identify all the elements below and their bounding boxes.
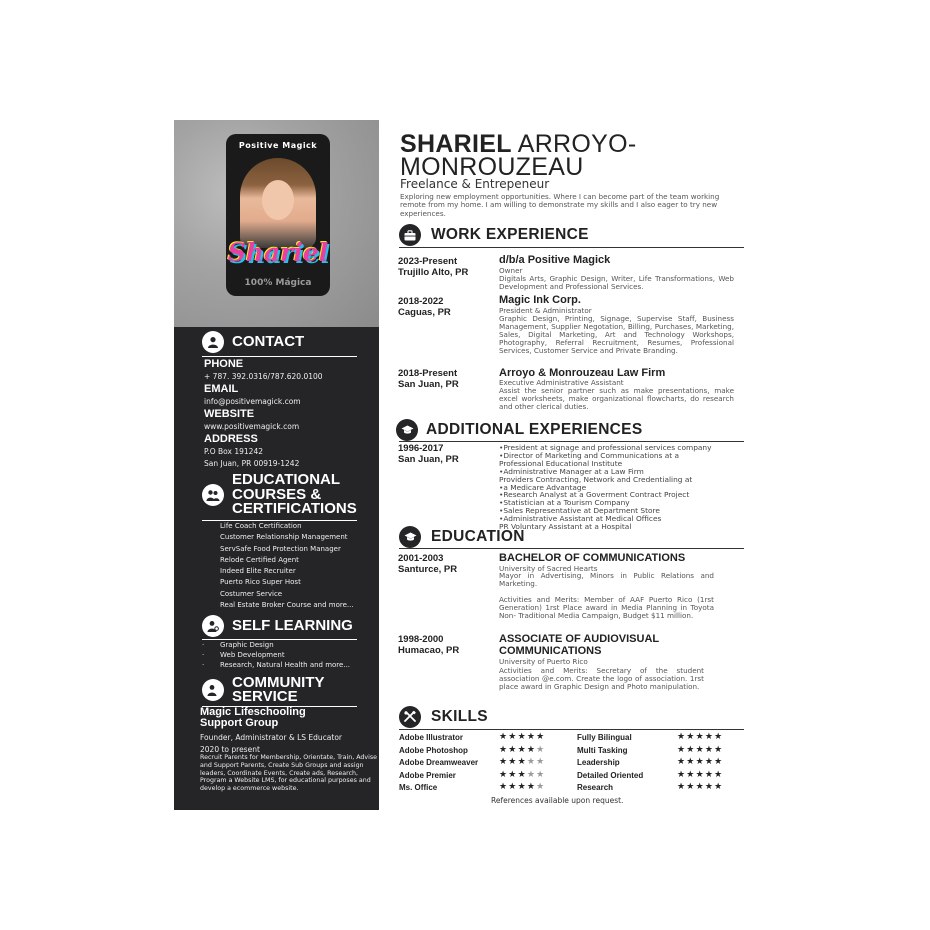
star-icon: ★ xyxy=(686,782,696,793)
star-icon: ★ xyxy=(536,744,546,755)
list-item: •Statistician at a Tourism Company xyxy=(499,498,630,508)
community-description: Recruit Parents for Membership, Orientate, Train, Advise and Support Parents, Create Sub Groups and assign leaders, Coordinate Events, Create ads, Research, Program a Website LMS, for educational purposes and develop a ecommerce website. xyxy=(200,754,378,793)
education-2-degree: ASSOCIATE OF AUDIOVISUAL COMMUNICATIONS xyxy=(499,633,659,657)
community-title xyxy=(232,676,325,704)
star-icon: ★ xyxy=(677,769,687,780)
person-heart-icon xyxy=(202,679,224,701)
list-item: Relode Certified Agent xyxy=(220,555,299,564)
website-value[interactable]: www.positivemagick.com xyxy=(204,422,300,431)
list-item: Life Coach Certification xyxy=(220,522,302,530)
skill-name: Detailed Oriented xyxy=(577,770,644,780)
star-icon: ★ xyxy=(508,732,518,742)
skill-name: Adobe Photoshop xyxy=(399,745,468,755)
list-item: · Research, Natural Health and more... xyxy=(202,660,350,670)
skill-name: Adobe Premier xyxy=(399,770,456,780)
star-icon: ★ xyxy=(695,782,705,793)
list-item: Puerto Rico Super Host xyxy=(220,578,301,587)
sidebar xyxy=(174,327,379,810)
star-icon: ★ xyxy=(508,757,518,768)
star-icon: ★ xyxy=(536,769,546,780)
tools-icon xyxy=(399,706,421,728)
skill-name: Ms. Office xyxy=(399,783,438,793)
community-title-line2: SERVICE xyxy=(232,688,298,705)
star-icon: ★ xyxy=(517,744,527,755)
community-role: Founder, Administrator & LS Educator xyxy=(200,733,343,742)
education-2-place: Humacao, PR xyxy=(398,645,460,656)
list-item: Professional Educational Institute xyxy=(499,458,623,468)
star-icon: ★ xyxy=(526,769,537,780)
community-org: Magic Lifeschooling Support Group xyxy=(200,706,306,729)
list-item: · Graphic Design xyxy=(202,640,350,650)
graduation-cap-icon xyxy=(396,419,418,441)
skill-rating xyxy=(499,757,545,769)
star-icon: ★ xyxy=(526,782,537,793)
address-line1: P.O Box 191242 xyxy=(204,447,263,456)
email-value[interactable]: info@positivemagick.com xyxy=(204,397,301,406)
star-icon: ★ xyxy=(686,769,696,780)
references-note: References available upon request. xyxy=(491,796,624,805)
star-icon: ★ xyxy=(714,732,724,742)
education-2-when xyxy=(398,634,459,656)
courses-title-line1: EDUCATIONAL xyxy=(232,471,341,488)
star-icon: ★ xyxy=(714,782,724,793)
contact-header xyxy=(202,331,304,353)
website-label: WEBSITE xyxy=(204,408,255,420)
list-item: •Administrative Assistant at Medical Offices xyxy=(499,514,662,524)
list-item: •Director of Marketing and Communications at a xyxy=(499,450,680,460)
work-1-description: Digitals Arts, Graphic Design, Writer, Life Transformations, Web Development and Professional Services. xyxy=(499,274,734,291)
work-title: WORK EXPERIENCE xyxy=(431,226,589,243)
star-icon: ★ xyxy=(704,744,715,755)
star-icon: ★ xyxy=(714,769,724,780)
star-icon: ★ xyxy=(508,769,518,780)
work-divider xyxy=(399,247,744,248)
star-icon: ★ xyxy=(704,757,715,768)
star-icon: ★ xyxy=(526,744,537,755)
candidate-role: Freelance & Entrepeneur xyxy=(400,177,550,191)
skill-rating xyxy=(677,732,723,744)
star-icon: ★ xyxy=(677,782,687,793)
additional-title: ADDITIONAL EXPERIENCES xyxy=(426,421,643,438)
additional-divider xyxy=(399,441,744,442)
star-icon: ★ xyxy=(714,757,724,768)
courses-header xyxy=(202,473,357,517)
community-header xyxy=(202,676,325,704)
work-2-period: 2018-2022 xyxy=(398,296,444,307)
courses-list xyxy=(220,521,354,611)
education-1-detail1: Mayor in Advertising, Minors in Public Relations and Marketing. xyxy=(499,571,714,588)
last-name-line2: MONROUZEAU xyxy=(400,153,584,181)
address-line2: San Juan, PR 00919-1242 xyxy=(204,459,300,468)
list-item: Customer Relationship Management xyxy=(220,533,348,542)
skill-rating xyxy=(677,770,723,782)
star-icon: ★ xyxy=(517,769,527,780)
skills-divider xyxy=(399,729,744,730)
person-icon xyxy=(202,331,224,353)
additional-when xyxy=(398,443,459,465)
skill-name: Adobe Dreamweaver xyxy=(399,758,479,768)
work-2-when xyxy=(398,296,451,318)
list-item: Providers Contracting, Network and Credentialing at xyxy=(499,474,693,484)
intro-text: Exploring new employment opportunities. Where I can become part of the team working remote from my home. I am willing to demonstrate my skills and I also eager to try new experiences. xyxy=(400,192,720,218)
list-item: •Sales Representative at Department Store xyxy=(499,506,660,516)
star-icon: ★ xyxy=(704,782,715,793)
list-item: PR Voluntary Assistant at a Hospital xyxy=(499,522,632,532)
work-3-when xyxy=(398,368,459,390)
star-icon: ★ xyxy=(508,744,518,755)
work-1-place: Trujillo Alto, PR xyxy=(398,267,469,278)
list-item: Indeed Elite Recruiter xyxy=(220,567,296,576)
star-icon: ★ xyxy=(686,732,696,742)
education-1-period: 2001-2003 xyxy=(398,553,444,564)
person-gear-icon xyxy=(202,615,224,637)
work-2-company: Magic Ink Corp. xyxy=(499,294,581,306)
list-item: ServSafe Food Protection Manager xyxy=(220,544,341,553)
star-icon: ★ xyxy=(517,757,527,768)
education-header xyxy=(399,526,525,548)
star-icon: ★ xyxy=(686,744,696,755)
work-header xyxy=(399,224,589,246)
photo-tagline: 100% Mágica xyxy=(244,278,312,288)
skill-rating xyxy=(499,782,545,794)
courses-title-line2: COURSES & xyxy=(232,485,322,503)
skill-rating xyxy=(677,757,723,769)
star-icon: ★ xyxy=(536,757,546,768)
star-icon: ★ xyxy=(677,732,687,742)
star-icon: ★ xyxy=(499,732,509,742)
list-item: •President at signage and professional services company xyxy=(499,443,712,452)
skill-name: Leadership xyxy=(577,758,620,768)
star-icon: ★ xyxy=(526,757,537,768)
skills-title: SKILLS xyxy=(431,708,488,725)
work-1-when xyxy=(398,256,468,278)
star-icon: ★ xyxy=(677,744,687,755)
work-2-description: Graphic Design, Printing, Signage, Supervise Staff, Business Management, Supplier Negotation, Billing, Purchases, Marketing, Sales, Digital Marketing, Art and Technology Workshops, Photography, Referral Recruitment, Resumes, Professional Services, Customer Service and Private Branding. xyxy=(499,314,734,355)
education-1-degree: BACHELOR OF COMMUNICATIONS xyxy=(499,552,686,564)
courses-title xyxy=(232,473,357,517)
star-icon: ★ xyxy=(695,744,705,755)
first-name: SHARIEL xyxy=(400,130,512,158)
people-icon xyxy=(202,484,224,506)
work-3-place: San Juan, PR xyxy=(398,379,459,390)
email-label: EMAIL xyxy=(204,383,239,395)
address-label: ADDRESS xyxy=(204,433,258,445)
skill-rating xyxy=(499,770,545,782)
education-1-detail2: Activities and Merits: Member of AAF Puerto Rico (1rst Generation) 1rst Place award in Media Planning in Toyota Non- Traditional Media Campaign, Budget $11 million. xyxy=(499,595,714,620)
skill-rating xyxy=(499,745,545,757)
star-icon: ★ xyxy=(499,782,509,793)
list-item: •a Medicare Advantage xyxy=(499,482,587,492)
skill-name: Multi Tasking xyxy=(577,745,628,755)
star-icon: ★ xyxy=(499,769,509,780)
list-item: Costumer Service xyxy=(220,589,283,598)
education-2-detail1: Activities and Merits: Secretary of the student association @e.com. Create the logo of association. 1rst place award in Graphic Design and Photo manipulation. xyxy=(499,666,704,691)
contact-divider xyxy=(202,356,357,357)
skill-rating xyxy=(499,732,545,744)
skill-name: Adobe Illustrator xyxy=(399,733,464,742)
additional-place: San Juan, PR xyxy=(398,454,459,465)
additional-period: 1996-2017 xyxy=(398,443,444,454)
star-icon: ★ xyxy=(686,757,696,768)
star-icon: ★ xyxy=(677,757,687,768)
star-icon: ★ xyxy=(695,769,705,780)
education-title: EDUCATION xyxy=(431,528,525,545)
work-1-period: 2023-Present xyxy=(398,256,458,267)
self-learning-title: SELF LEARNING xyxy=(232,617,353,634)
self-learning-list xyxy=(202,640,350,670)
courses-title-line3: CERTIFICATIONS xyxy=(232,500,357,517)
last-name-line1: ARROYO- xyxy=(517,130,637,158)
list-item: Real Estate Broker Course and more... xyxy=(220,601,354,610)
education-divider xyxy=(399,548,744,549)
graduation-cap-icon xyxy=(399,526,421,548)
community-date: 2020 to present xyxy=(200,745,260,754)
list-item: · Web Development xyxy=(202,650,350,660)
star-icon: ★ xyxy=(704,769,715,780)
star-icon: ★ xyxy=(714,744,724,755)
star-icon: ★ xyxy=(695,732,705,742)
brand-logo: Positive Magick xyxy=(238,141,318,150)
name-artwork: Shariel xyxy=(227,238,329,267)
self-learning-header xyxy=(202,615,353,637)
star-icon: ★ xyxy=(499,744,509,755)
star-icon: ★ xyxy=(704,732,715,742)
skill-rating xyxy=(677,745,723,757)
work-3-company: Arroyo & Monrouzeau Law Firm xyxy=(499,367,666,379)
work-1-company: d/b/a Positive Magick xyxy=(499,254,611,266)
photo-area xyxy=(174,120,379,327)
skill-name: Fully Bilingual xyxy=(577,733,632,742)
briefcase-icon xyxy=(399,224,421,246)
work-1-position: Owner xyxy=(499,266,523,275)
profile-photo xyxy=(240,158,316,248)
phone-value[interactable]: + 787. 392.0316/787.620.0100 xyxy=(204,372,323,381)
additional-list xyxy=(499,444,711,531)
skill-name: Research xyxy=(577,783,614,793)
list-item: •Administrative Manager at a Law Firm xyxy=(499,466,644,476)
education-1-school: University of Sacred Hearts xyxy=(499,564,598,573)
star-icon: ★ xyxy=(536,732,546,742)
education-2-period: 1998-2000 xyxy=(398,634,444,645)
work-3-period: 2018-Present xyxy=(398,368,458,379)
profile-photo-card xyxy=(226,134,330,296)
work-2-place: Caguas, PR xyxy=(398,307,451,318)
face-shape xyxy=(262,180,294,220)
list-item: •Research Analyst at a Goverment Contract Project xyxy=(499,490,690,500)
community-title-line1: COMMUNITY xyxy=(232,674,325,691)
additional-header xyxy=(396,419,642,441)
candidate-name xyxy=(400,130,637,181)
star-icon: ★ xyxy=(508,782,518,793)
star-icon: ★ xyxy=(517,732,527,742)
skills-header xyxy=(399,706,488,728)
contact-title: CONTACT xyxy=(232,333,305,350)
star-icon: ★ xyxy=(526,732,537,742)
work-3-position: Executive Administrative Assistant xyxy=(499,378,624,387)
star-icon: ★ xyxy=(536,782,546,793)
education-2-school: University of Puerto Rico xyxy=(499,657,588,666)
education-1-when xyxy=(398,553,457,575)
star-icon: ★ xyxy=(499,757,509,768)
education-1-place: Santurce, PR xyxy=(398,564,458,575)
phone-label: PHONE xyxy=(204,358,244,370)
star-icon: ★ xyxy=(695,757,705,768)
work-2-position: President & Administrator xyxy=(499,306,592,315)
skill-rating xyxy=(677,782,723,794)
work-3-description: Assist the senior partner such as make presentations, make excel worksheets, make organizational flowcharts, do research and other clerical duties. xyxy=(499,386,734,411)
star-icon: ★ xyxy=(517,782,527,793)
